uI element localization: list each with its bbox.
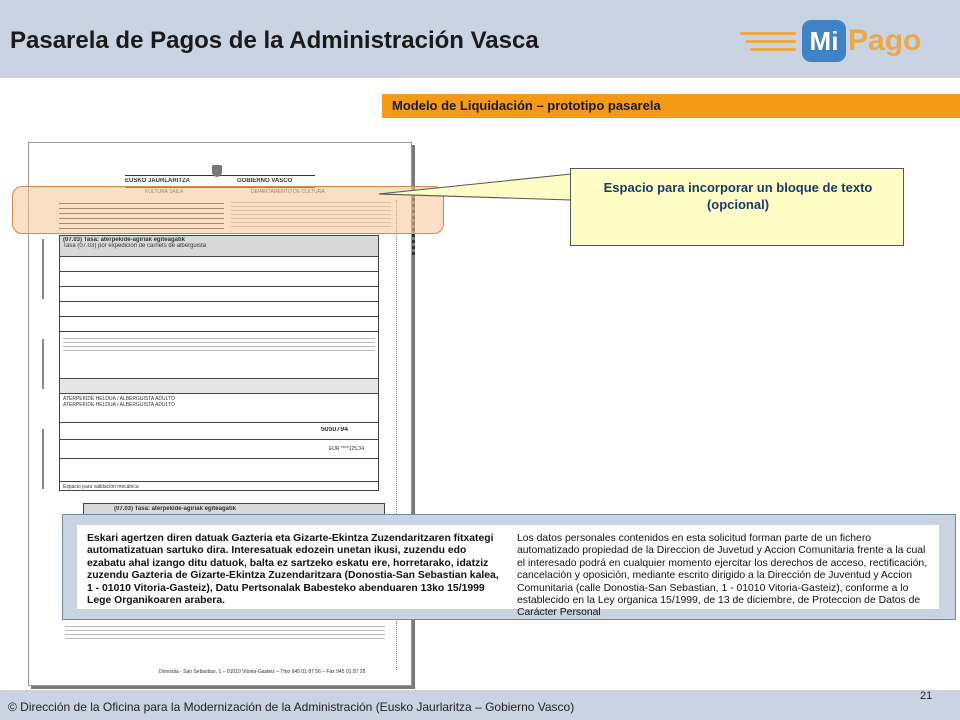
doc-codigo: 5050794 — [320, 427, 348, 433]
zoom-text-basque: Eskari agertzen diren datuak Gazteria eta Gizarte-Ekintza Zuzendaritzaren fitxategi automatizatuan sartuko dira. Interesatuak edozein unetan ikusi, zuzendu edo ezabatu ahal izango ditu datuok, balta ez sartzeko eskatu ere, horretarako, idatziz zuzendu Gazteria de Gizarte-Ekintza Zuzendaritzara (Donostia-San Sebastian kalea, 1 - 01010 Vitoria-Gasteiz), Datu Pertsonalak Babesteko abenduaren 13ko 15/1999 Lege Organikoaren arabera. — [87, 533, 499, 607]
callout-pointer — [375, 170, 575, 210]
doc-tasa-title-eu-2: (07.03) Tasa: aterpekide-agiriak egiteagatik — [114, 506, 236, 512]
doc-org-right: GOBIERNO VASCO — [237, 178, 293, 184]
doc-importe: EUR ****125,34 — [328, 446, 364, 452]
doc-concepto-item-2: ATERPEKIDE HELDUA / ALBERGUISTA ADULTO — [63, 402, 175, 408]
logo-text: Pago — [848, 24, 922, 57]
doc-espacio-validacion: Espacio para validación mecánica — [63, 484, 139, 490]
zoom-panel — [62, 514, 956, 620]
footer-copyright: © Dirección de la Oficina para la Modernización de la Administración (Eusko Jaurlaritza – Gobierno Vasco) — [8, 700, 575, 714]
doc-address: Donostia - San Sebastian, 1 – 01010 Vitoria-Gasteiz – Tfno 945 01 87 56 – Fax 945 01 87 28 — [159, 669, 366, 675]
page-title: Pasarela de Pagos de la Administración Vasca — [10, 27, 539, 54]
doc-tasa-title-eu: (07.03) Tasa: aterpekide-agiriak egiteagatik — [63, 237, 185, 243]
doc-concepto-item-1: ATERPEKIDE HELDUA / ALBERGUISTA ADULTO — [63, 396, 175, 402]
callout-text: Espacio para incorporar un bloque de texto (opcional) — [603, 180, 873, 212]
doc-bottom-text — [65, 623, 385, 642]
zoom-text-spanish: Los datos personales contenidos en esta solicitud forman parte de un fichero automatizado propiedad de la Direccion de Juvetud y Accion Comunitaria frente a la cual el interesado podrá en cualquier momento ejercitar los derechos de acceso, rectificación, cancelación y oposición, mediante escrito dirigido a la Dirección de Juventud y Accion Comunitaria (calle Donostia-San Sebastian, 1 - 01010 Vitoria-Gasteiz), conforme a lo establecido en la Ley organica 15/1999, de 13 de diciembre, de Proteccion de Datos de Carácter Personal — [517, 533, 928, 619]
callout-box — [570, 168, 904, 246]
doc-form-table — [59, 235, 379, 491]
page-number: 21 — [920, 690, 933, 702]
doc-margin-strip — [39, 233, 47, 493]
doc-shield-icon — [212, 165, 222, 177]
doc-org-left: EUSKO JAURLARITZA — [125, 178, 191, 184]
zoom-panel-inner — [77, 525, 939, 619]
section-banner: Modelo de Liquidación – prototipo pasarela — [382, 94, 960, 118]
mipago-logo — [740, 18, 952, 68]
doc-tasa-title-es: Tasa (07.03) por expedición de carnets de alberguista — [63, 243, 207, 249]
logo-badge: Mi — [802, 20, 846, 62]
